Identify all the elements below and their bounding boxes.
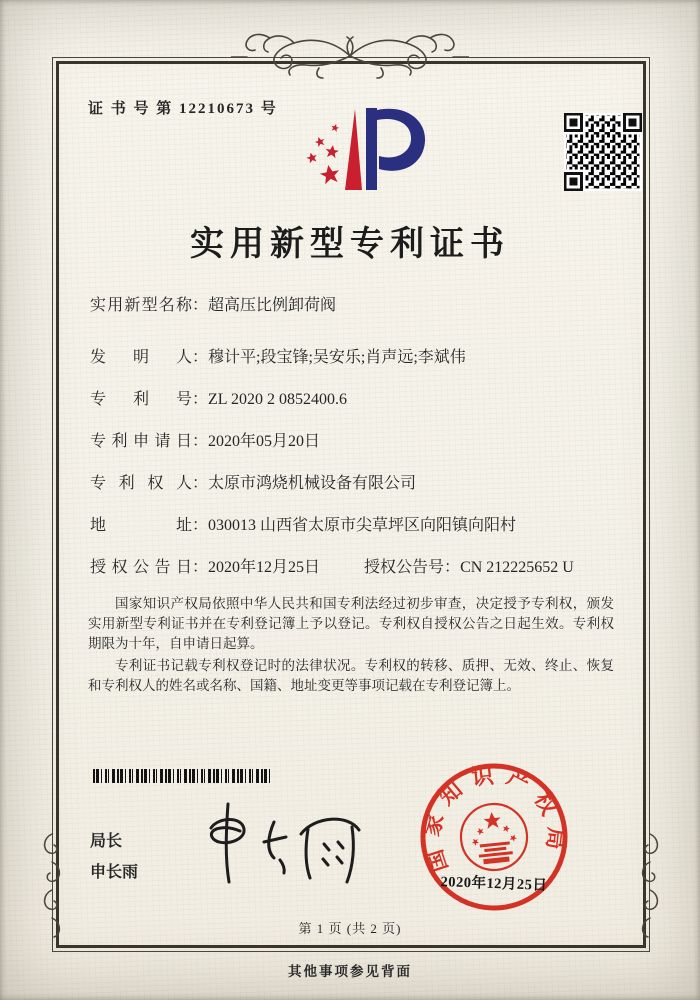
- colon: ：: [192, 391, 209, 408]
- seal-org-text: 国家知识产权局: [418, 761, 570, 876]
- field-filing-date: [90, 428, 612, 451]
- field-label: 实用新型名称: [90, 297, 192, 314]
- seal-date: 2020年12月25日: [440, 874, 548, 894]
- seal-graphic: [407, 750, 581, 924]
- colon: ：: [444, 559, 461, 576]
- cnipa-logo: [278, 96, 438, 201]
- field-label: 专利号: [90, 391, 192, 408]
- field-value: 穆计平;段宝锋;吴安乐;肖声远;李斌伟: [208, 349, 466, 366]
- officer-name: 申长雨: [90, 864, 139, 881]
- field-utility-model-name: [90, 292, 612, 315]
- field-label: 授权公告日: [90, 559, 192, 576]
- logo-p-glyph: [366, 108, 425, 190]
- field-label: 专利权人: [90, 475, 192, 492]
- logo-stars: [305, 109, 362, 190]
- field-value: 2020年05月20日: [208, 433, 321, 450]
- certificate-fields: [90, 292, 612, 596]
- certificate-title: 实用新型专利证书: [190, 226, 510, 263]
- back-side-note: 其他事项参见背面: [288, 964, 412, 979]
- qr-code: [564, 113, 642, 191]
- official-seal: [415, 758, 573, 916]
- top-flourish-ornament: [231, 20, 469, 84]
- signature-shen-changyu: [198, 798, 373, 890]
- colon: ：: [192, 559, 209, 576]
- field-value: 2020年12月25日: [208, 559, 321, 576]
- field-grant-date: [90, 554, 612, 577]
- field-label: 地址: [90, 517, 192, 534]
- field-label: 专利申请日: [90, 433, 192, 450]
- field-value: 超高压比例卸荷阀: [208, 297, 337, 314]
- field-patentee: [90, 470, 612, 493]
- legal-text: [88, 594, 614, 698]
- field-patent-number: [90, 386, 612, 409]
- field-value: 030013 山西省太原市尖草坪区向阳镇向阳村: [208, 517, 517, 534]
- colon: ：: [192, 349, 209, 366]
- field-value: 太原市鸿烧机械设备有限公司: [208, 475, 417, 492]
- field-inventors: [90, 344, 612, 367]
- colon: ：: [192, 433, 209, 450]
- field-grant-pub-no: [364, 559, 574, 576]
- officer-title: 局长: [90, 833, 123, 850]
- field-label: 授权公告号: [364, 559, 445, 576]
- page-number: 第 1 页 (共 2 页): [298, 921, 402, 936]
- barcode: [93, 769, 271, 783]
- field-label: 发明人: [90, 349, 192, 366]
- colon: ：: [192, 517, 209, 534]
- colon: ：: [192, 297, 209, 314]
- logo-red-wedge: [345, 109, 362, 190]
- colon: ：: [192, 475, 209, 492]
- certificate-number: 证 书 号 第 12210673 号: [88, 101, 278, 117]
- legal-paragraph-2: 专利证书记载专利权登记时的法律状况。专利权的转移、质押、无效、终止、恢复和专利权人的姓名或名称、国籍、地址变更等事项记载在专利登记簿上。: [88, 658, 614, 693]
- officer-block: [90, 826, 138, 888]
- field-value: ZL 2020 2 0852400.6: [208, 391, 347, 408]
- field-value: CN 212225652 U: [460, 559, 574, 576]
- legal-paragraph-1: 国家知识产权局依照中华人民共和国专利法经过初步审查，决定授予专利权，颁发实用新型专利证书并在专利登记簿上予以登记。专利权自授权公告之日起生效。专利权期限为十年，自申请日起算。: [88, 596, 614, 651]
- seal-national-emblem: [458, 801, 531, 874]
- field-address: [90, 512, 612, 535]
